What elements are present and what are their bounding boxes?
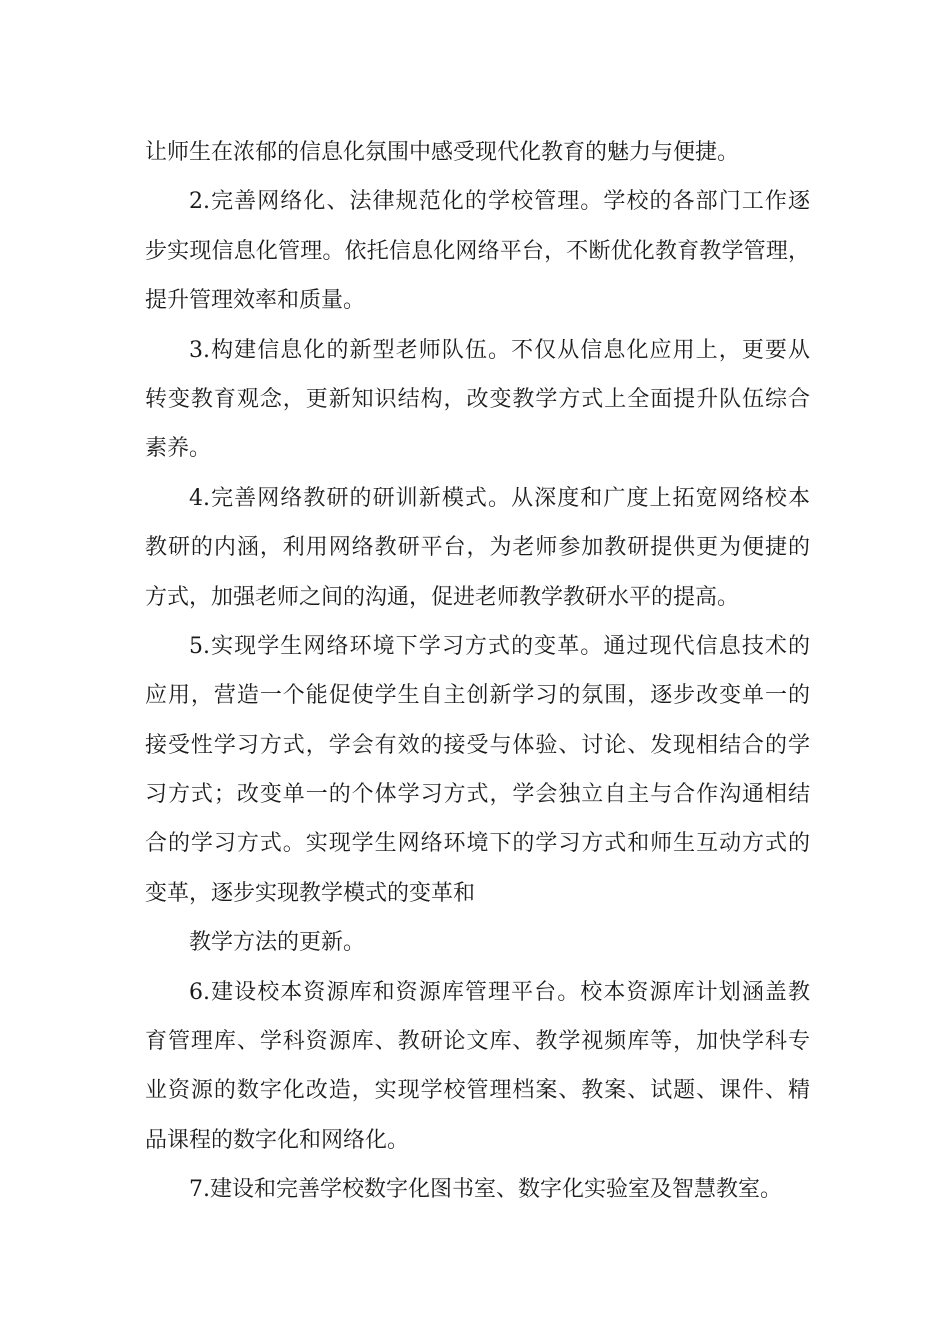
text-line: 变革，逐步实现教学模式的变革和 <box>145 880 476 906</box>
text-line: 育管理库、学科资源库、教研论文库、教学视频库等，加快学科专 <box>145 1029 810 1055</box>
text-line: 教研的内涵，利用网络教研平台，为老师参加教研提供更为便捷的 <box>145 535 810 561</box>
text-line: 让师生在浓郁的信息化氛围中感受现代化教育的魅力与便捷。 <box>145 140 740 165</box>
text-line: 接受性学习方式，学会有效的接受与体验、讨论、发现相结合的学 <box>145 732 810 758</box>
text-line: 教学方法的更新。 <box>189 930 366 956</box>
document-body <box>145 128 810 1215</box>
text-line: 步实现信息化管理。依托信息化网络平台，不断优化教育教学管理， <box>145 238 810 264</box>
text-line: 7.建设和完善学校数字化图书室、数字化实验室及智慧教室。 <box>189 1177 782 1203</box>
text-line: 业资源的数字化改造，实现学校管理档案、教案、试题、课件、精 <box>145 1078 810 1104</box>
text-line: 合的学习方式。实现学生网络环境下的学习方式和师生互动方式的 <box>145 831 810 857</box>
text-line: 6.建设校本资源库和资源库管理平台。校本资源库计划涵盖教 <box>189 979 810 1005</box>
text-line: 4.完善网络教研的研训新模式。从深度和广度上拓宽网络校本 <box>189 485 810 511</box>
text-line: 品课程的数字化和网络化。 <box>145 1127 410 1153</box>
text-line: 2.完善网络化、法律规范化的学校管理。学校的各部门工作逐 <box>189 189 810 215</box>
text-line: 习方式；改变单一的个体学习方式，学会独立自主与合作沟通相结 <box>145 782 810 808</box>
text-line: 3.构建信息化的新型老师队伍。不仅从信息化应用上，更要从 <box>189 337 810 363</box>
text-line: 5.实现学生网络环境下学习方式的变革。通过现代信息技术的 <box>189 633 810 659</box>
text-line: 转变教育观念，更新知识结构，改变教学方式上全面提升队伍综合 <box>145 386 810 412</box>
text-line: 素养。 <box>145 436 212 462</box>
text-line: 提升管理效率和质量。 <box>145 288 366 314</box>
text-line: 应用，营造一个能促使学生自主创新学习的氛围，逐步改变单一的 <box>145 683 810 709</box>
text-line: 方式，加强老师之间的沟通，促进老师教学教研水平的提高。 <box>145 584 740 610</box>
